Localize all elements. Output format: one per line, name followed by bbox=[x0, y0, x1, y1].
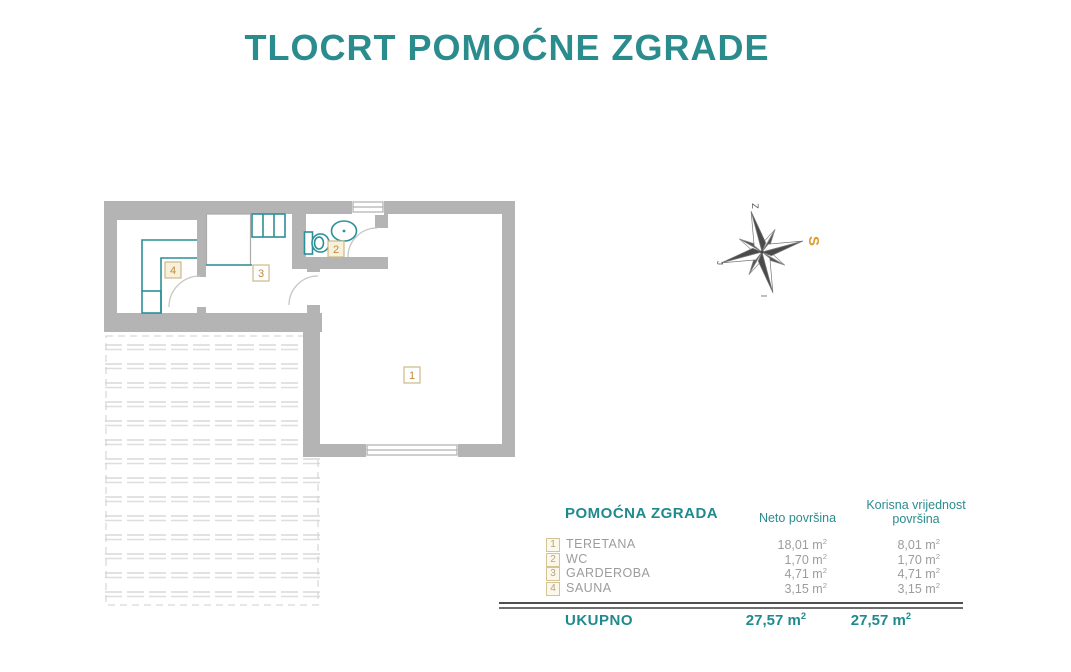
neto-value: 18,01 $m^2$ bbox=[777, 537, 827, 553]
compass-north-label: S bbox=[805, 235, 822, 247]
table-row bbox=[0, 566, 1071, 581]
neto-value: 4,71 $m^2$ bbox=[784, 566, 827, 582]
neto-value: 1,70 $m^2$ bbox=[784, 551, 827, 567]
wardrobe bbox=[252, 214, 285, 237]
sink bbox=[332, 221, 357, 241]
korisna-value: 8,01 $m^2$ bbox=[897, 537, 940, 553]
total-divider bbox=[499, 602, 963, 609]
compass-south-label: J bbox=[715, 261, 724, 265]
wall-wing-bottom bbox=[104, 313, 322, 332]
door-arc-sauna bbox=[169, 276, 200, 307]
row-number-badge: 1 bbox=[546, 538, 560, 552]
total-label: UKUPNO bbox=[565, 612, 634, 629]
table-rows bbox=[0, 537, 1071, 595]
wall-wc-right-stub bbox=[375, 214, 388, 228]
wall-left bbox=[104, 201, 117, 332]
wall-room1-left bbox=[303, 313, 320, 457]
wall-wc-bottom bbox=[292, 257, 388, 269]
room-name: TERETANA bbox=[566, 537, 636, 551]
svg-text:3: 3 bbox=[257, 268, 265, 280]
total-neto: 27,57 $m^2$ bbox=[745, 611, 806, 629]
room-label-3 bbox=[253, 265, 269, 281]
row-number-badge: 2 bbox=[546, 553, 560, 567]
room-label-1 bbox=[404, 367, 420, 383]
svg-text:2: 2 bbox=[332, 244, 340, 256]
svg-text:4: 4 bbox=[169, 265, 177, 277]
row-number-badge: 3 bbox=[546, 567, 560, 581]
table-row bbox=[0, 552, 1071, 567]
column-header-korisna: Korisna vrijednost površina bbox=[866, 498, 966, 526]
column-header-neto: Neto površina bbox=[758, 511, 837, 525]
table-row bbox=[0, 581, 1071, 596]
toilet bbox=[305, 232, 330, 254]
room-name: GARDEROBA bbox=[566, 566, 651, 581]
neto-value: 3,15 $m^2$ bbox=[784, 580, 827, 596]
table-row bbox=[0, 537, 1071, 552]
compass-rose-icon bbox=[711, 201, 822, 304]
room-label-2 bbox=[328, 241, 344, 257]
row-number-badge: 4 bbox=[546, 582, 560, 596]
room-name: SAUNA bbox=[566, 580, 612, 595]
svg-text:1: 1 bbox=[408, 370, 416, 382]
room-name: WC bbox=[566, 551, 588, 566]
wall-top-left-wing bbox=[104, 201, 206, 220]
korisna-value: 1,70 $m^2$ bbox=[897, 551, 940, 567]
total-korisna: 27,57 $m^2$ bbox=[850, 611, 911, 629]
korisna-value: 4,71 $m^2$ bbox=[897, 566, 940, 582]
compass-east-label: I bbox=[759, 294, 768, 298]
korisna-value: 3,15 $m^2$ bbox=[897, 580, 940, 596]
compass-west-label: Z bbox=[750, 203, 760, 209]
wall-right bbox=[502, 201, 515, 457]
closet-block bbox=[207, 214, 251, 265]
room-label-4 bbox=[165, 262, 181, 278]
windows bbox=[352, 200, 458, 458]
page-title: TLOCRT POMOĆNE ZGRADE bbox=[244, 27, 770, 68]
table-title: POMOĆNA ZGRADA bbox=[565, 505, 719, 522]
sauna-heater bbox=[142, 291, 161, 313]
